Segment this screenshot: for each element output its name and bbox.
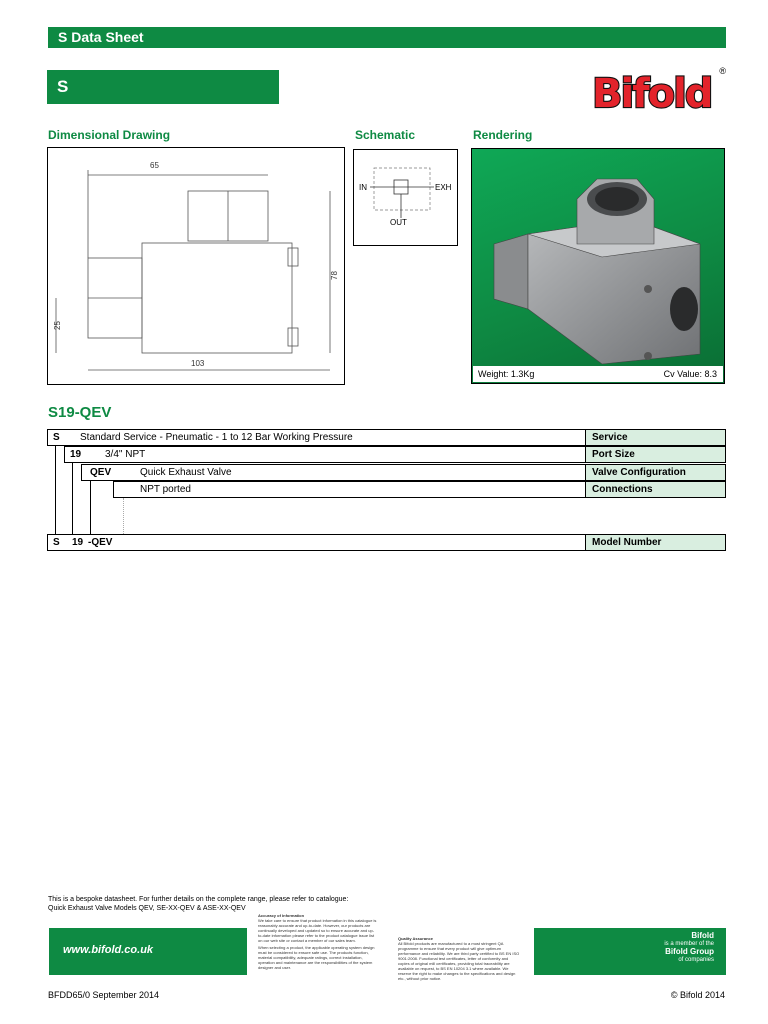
quality-block [398,936,520,981]
connector-line [55,445,56,534]
header-bar [48,27,726,48]
dim-height: 78 [330,271,339,280]
row-label: Connections [585,481,726,498]
final-port: 19 [72,537,84,548]
schematic-in-label: IN [359,183,367,192]
rendering-specs [473,366,723,382]
footer-url-bar [49,928,247,975]
table-row [81,464,586,481]
row-desc: NPT ported [140,484,191,495]
dimensional-drawing [47,147,345,385]
group-line-1: Bifold [691,931,714,940]
accuracy-block [258,913,378,970]
dim-width-top: 65 [150,161,159,170]
model-number-row [47,534,586,551]
row-label: Port Size [585,446,726,463]
accuracy-text-2: When selecting a product, the applicable operating system design must be considered to ensure safe use. The products function, material compatibility, adequate ratings, correct installation, operation and maintenance are the responsibilities of the system designer and user. [258,945,375,970]
quality-text: All Bifold products are manufactured to a most stringent QA programme to ensure that every product will give optimum performance and reliability. We are third party certified to BS EN ISO 9001:2008. Functional test certificates, letter of conformity and copies of original mill certificates, providing total traceability are available on request, to BS EN 10204 3.1 where available. We reserve the right to make changes to the specifications and design etc., without prior notice. [398,941,520,981]
catalogue-note [48,895,348,913]
dim-width-bottom: 103 [191,359,205,368]
cv-text: Cv Value: 8.3 [663,369,717,379]
row-code: S [53,432,60,443]
row-label: Service [585,429,726,446]
valve-rendering [472,149,724,367]
product-code: S [57,77,69,96]
accuracy-title: Accuracy of Information [258,913,305,918]
group-line-2: is a member of the [664,941,714,947]
doc-reference: BFDD65/0 September 2014 [48,990,160,1000]
copyright: © Bifold 2014 [670,990,725,1000]
quality-title: Quality Assurance [398,936,433,941]
group-line-3: Bifold Group [665,947,714,956]
header-title: S Data Sheet [58,29,144,45]
connector-line [90,480,91,534]
final-config: -QEV [88,537,113,548]
group-line-4: of companies [678,957,714,963]
bifold-logo [590,66,726,116]
accuracy-text: We take care to ensure that product information in this catalogue is reasonably accurate and up-to-date. However, our products are continually developed and updated so to ensure accurate and up-to-date information please refer to the product catalogue issue list on our web site or contact a member of our sales team. [258,918,377,943]
schematic-out-label: OUT [390,218,407,227]
drawing-svg [48,148,344,384]
registered-mark: ® [719,66,726,76]
table-row [47,429,586,446]
weight-text: Weight: 1.3Kg [478,369,535,379]
svg-text:Bifold: Bifold [592,71,712,114]
schematic-exh-label: EXH [435,183,452,192]
model-heading: S19-QEV [48,404,112,421]
drawing-heading: Dimensional Drawing [48,128,171,142]
rendering-heading: Rendering [473,128,533,142]
model-code-table [47,429,727,554]
connector-line [123,498,125,534]
row-desc: Standard Service - Pneumatic - 1 to 12 Bar Working Pressure [80,432,353,443]
model-number-label: Model Number [585,534,726,551]
note-line-1: This is a bespoke datasheet. For further details on the complete range, please refer to catalogue: [48,896,349,903]
product-banner [47,70,279,104]
note-line-2: Quick Exhaust Valve Models QEV, SE-XX-QEV & ASE-XX-QEV [48,905,246,912]
rendering-panel [471,148,725,384]
group-text [664,932,714,964]
row-desc: Quick Exhaust Valve [140,467,232,478]
row-label: Valve Configuration [585,464,726,481]
table-row [113,481,586,498]
schematic-heading: Schematic [355,128,416,142]
table-row [64,446,586,463]
dim-height-small: 25 [53,321,62,330]
bifold-logo-mark [590,66,720,114]
footer-group-bar [534,928,726,975]
website-link[interactable]: www.bifold.co.uk [63,944,154,956]
row-code: 19 [70,449,82,460]
connector-line [72,462,73,534]
schematic-svg [354,150,457,245]
schematic-panel [353,149,458,246]
final-s: S [53,537,60,548]
row-desc: 3/4" NPT [105,449,146,460]
row-code: QEV [90,467,112,478]
